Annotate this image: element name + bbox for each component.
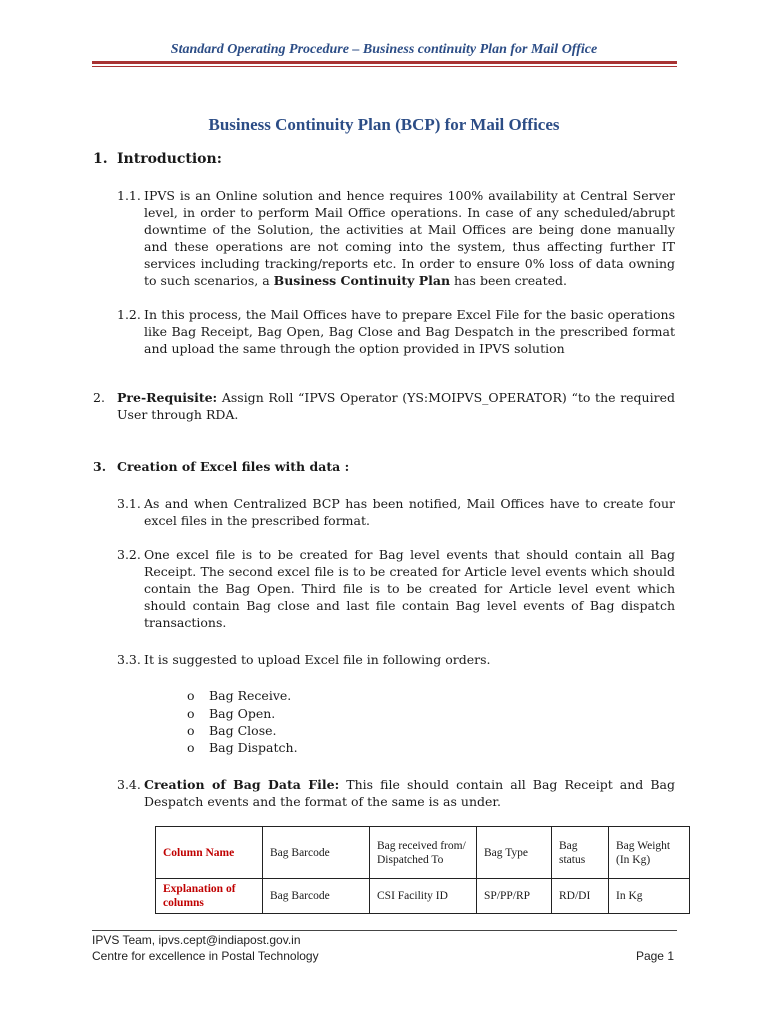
table-cell: Bag Weight (In Kg) — [609, 827, 690, 879]
para-3-3: It is suggested to upload Excel file in following orders. — [144, 652, 491, 667]
table-cell: In Kg — [609, 879, 690, 914]
table-cell: Bag Type — [477, 827, 552, 879]
running-header: Standard Operating Procedure – Business continuity Plan for Mail Office — [170, 42, 598, 57]
table-cell: CSI Facility ID — [370, 879, 477, 914]
page-number: Page 1 — [635, 949, 674, 963]
section-2-body: Assign Roll “IPVS Operator (YS:MOIPVS_OPERATOR) “to the required User through RDA. — [117, 390, 675, 422]
para-1-1-bold: Business Continuity Plan — [273, 273, 451, 288]
list-item-text: Bag Receive. — [209, 688, 292, 703]
bullet-mark: o — [187, 723, 195, 738]
document-title: Business Continuity Plan (BCP) for Mail Offices — [208, 115, 560, 134]
list-item-text: Bag Close. — [209, 723, 277, 738]
bullet-mark: o — [187, 688, 195, 703]
section-1-heading: Introduction: — [117, 151, 222, 167]
bag-data-table — [155, 826, 690, 914]
footer-rule — [92, 930, 677, 931]
table-cell: Bag status — [552, 827, 609, 879]
bullet-mark: o — [187, 740, 195, 755]
para-3-4-text: This file should contain all Bag Receipt and Bag Despatch events and the format of the same is as under. — [144, 777, 676, 809]
para-3-1: As and when Centralized BCP has been notified, Mail Offices have to create four excel files in the prescribed format. — [144, 496, 675, 528]
table-cell: Bag Barcode — [263, 827, 370, 879]
header-rule-thin — [92, 66, 677, 67]
list-item-text: Bag Open. — [209, 706, 276, 721]
para-3-4-number: 3.4. — [117, 777, 141, 792]
footer-organization: Centre for excellence in Postal Technology — [92, 949, 319, 963]
para-3-4 — [144, 776, 675, 810]
table-cell: Column Name — [156, 827, 263, 879]
table-row — [156, 879, 690, 914]
table-cell: Bag received from/ Dispatched To — [370, 827, 477, 879]
section-1-number: 1. — [93, 151, 108, 167]
table-row — [156, 827, 690, 879]
table-cell: SP/PP/RP — [477, 879, 552, 914]
para-1-2-number: 1.2. — [117, 307, 141, 322]
para-3-2-number: 3.2. — [117, 547, 141, 562]
section-2-number: 2. — [93, 390, 105, 405]
table-cell: Bag Barcode — [263, 879, 370, 914]
para-3-4-bold: Creation of Bag Data File: — [144, 777, 340, 792]
table-cell: RD/DI — [552, 879, 609, 914]
para-1-1-text-end: has been created. — [450, 273, 567, 288]
table-cell: Explanation of columns — [156, 879, 263, 914]
header-rule — [92, 61, 677, 64]
para-1-2: In this process, the Mail Offices have to prepare Excel File for the basic operations like Bag Receipt, Bag Open, Bag Close and Bag Despatch in the prescribed format and upload the same through the option provided in IPVS solution — [144, 307, 675, 356]
para-1-1-text: IPVS is an Online solution and hence requires 100% availability at Central Server level, in order to perform Mail Office operations. In case of any scheduled/abrupt downtime of the Solution, the activities at Mail Offices are being done manually and these operations are not coming into the system, thus affecting further IT services including tracking/reports etc. In order to ensure 0% loss of data owning to such scenarios, a — [144, 188, 675, 288]
para-3-2: One excel file is to be created for Bag level events that should contain all Bag Receipt. The second excel file is to be created for Article level events which should contain the Bag Open. Third file is to be created for Article level event which should contain Bag close and last file contain Bag level events of Bag dispatch transactions. — [144, 547, 675, 630]
section-2-label: Pre-Requisite: — [117, 390, 218, 405]
section-3-number: 3. — [93, 459, 107, 474]
para-1-1 — [144, 187, 675, 289]
para-3-3-number: 3.3. — [117, 652, 141, 667]
footer-contact: IPVS Team, ipvs.cept@indiapost.gov.in — [92, 933, 301, 947]
section-3-heading: Creation of Excel files with data : — [117, 459, 350, 474]
section-2-text — [117, 389, 675, 423]
list-item-text: Bag Dispatch. — [209, 740, 298, 755]
bullet-mark: o — [187, 706, 195, 721]
para-1-1-number: 1.1. — [117, 188, 141, 203]
para-3-1-number: 3.1. — [117, 496, 141, 511]
